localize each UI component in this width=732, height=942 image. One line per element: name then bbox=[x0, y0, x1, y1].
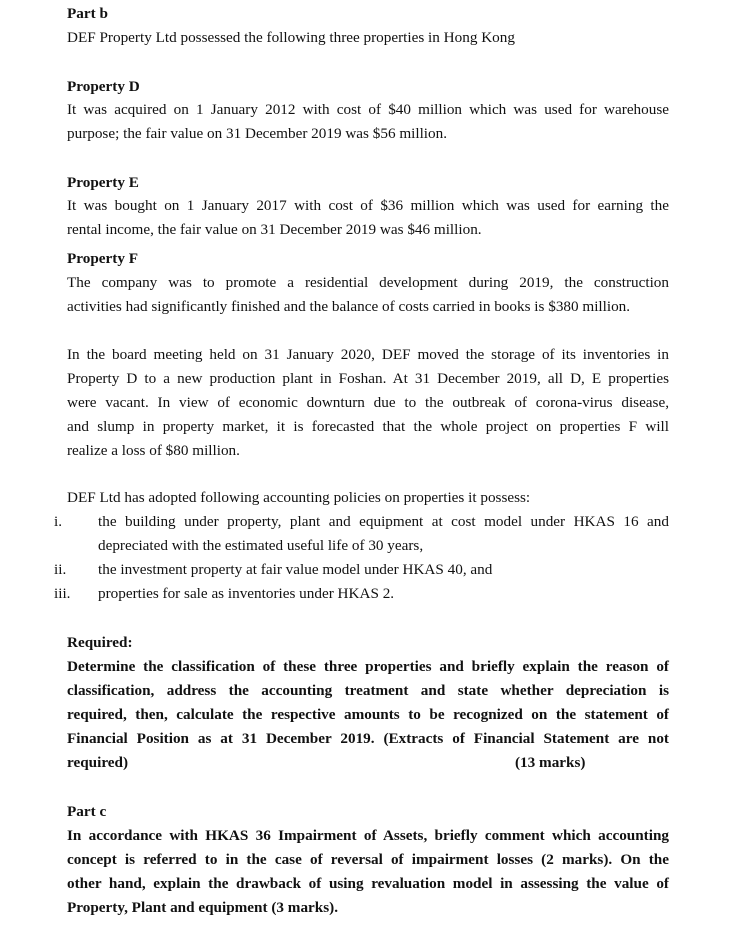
property-d-heading: Property D bbox=[67, 78, 140, 95]
part-c-line-1: In accordance with HKAS 36 Impairment of Assets, briefly comment which accounting bbox=[67, 827, 669, 844]
property-f-line-1: The company was to promote a residential development during 2019, the construction bbox=[67, 274, 669, 291]
policy-item-number: i. bbox=[54, 513, 63, 530]
required-line-5: required) bbox=[67, 754, 129, 771]
required-heading: Required: bbox=[67, 634, 133, 651]
board-meeting-line-3: were vacant. In view of economic downturn due to the outbreak of corona-virus disease, bbox=[67, 394, 669, 411]
part-b-intro: DEF Property Ltd possessed the following three properties in Hong Kong bbox=[67, 29, 515, 46]
property-d-line-2: purpose; the fair value on 31 December 2019 was $56 million. bbox=[67, 125, 448, 142]
policy-item-text: the building under property, plant and equipment at cost model under HKAS 16 and bbox=[98, 513, 669, 530]
policy-item-number: ii. bbox=[54, 561, 67, 578]
part-c-line-2: concept is referred to in the case of reversal of impairment losses (2 marks). On the bbox=[67, 851, 669, 868]
policy-item-text: the investment property at fair value model under HKAS 40, and bbox=[98, 561, 493, 578]
property-d-line-1: It was acquired on 1 January 2012 with cost of $40 million which was used for warehouse bbox=[67, 101, 669, 118]
board-meeting-line-5: realize a loss of $80 million. bbox=[67, 442, 240, 459]
part-b-heading: Part b bbox=[67, 5, 108, 22]
policy-item-text: depreciated with the estimated useful life of 30 years, bbox=[98, 537, 424, 554]
policies-intro: DEF Ltd has adopted following accounting policies on properties it possess: bbox=[67, 489, 531, 506]
policy-item-text: properties for sale as inventories under HKAS 2. bbox=[98, 585, 395, 602]
board-meeting-line-2: Property D to a new production plant in Foshan. At 31 December 2019, all D, E properties bbox=[67, 370, 669, 387]
property-e-heading: Property E bbox=[67, 174, 139, 191]
required-line-1: Determine the classification of these three properties and briefly explain the reason of bbox=[67, 658, 669, 675]
property-f-line-2: activities had significantly finished and the balance of costs carried in books is $380 million. bbox=[67, 298, 631, 315]
required-line-3: required, then, calculate the respective amounts to be recognized on the statement of bbox=[67, 706, 669, 723]
required-marks: (13 marks) bbox=[515, 754, 586, 771]
part-c-heading: Part c bbox=[67, 803, 107, 820]
required-line-4: Financial Position as at 31 December 2019. (Extracts of Financial Statement are not bbox=[67, 730, 669, 747]
required-line-2: classification, address the accounting treatment and state whether depreciation is bbox=[67, 682, 669, 699]
property-e-line-1: It was bought on 1 January 2017 with cost of $36 million which was used for earning the bbox=[67, 197, 669, 214]
board-meeting-line-1: In the board meeting held on 31 January 2020, DEF moved the storage of its inventories in bbox=[67, 346, 669, 363]
policy-item-number: iii. bbox=[54, 585, 71, 602]
property-e-line-2: rental income, the fair value on 31 December 2019 was $46 million. bbox=[67, 221, 482, 238]
property-f-heading: Property F bbox=[67, 250, 138, 267]
board-meeting-line-4: and slump in property market, it is forecasted that the whole project on properties F will bbox=[67, 418, 669, 435]
part-c-line-4: Property, Plant and equipment (3 marks). bbox=[67, 899, 338, 916]
part-c-line-3: other hand, explain the drawback of using revaluation model in assessing the value of bbox=[67, 875, 669, 892]
